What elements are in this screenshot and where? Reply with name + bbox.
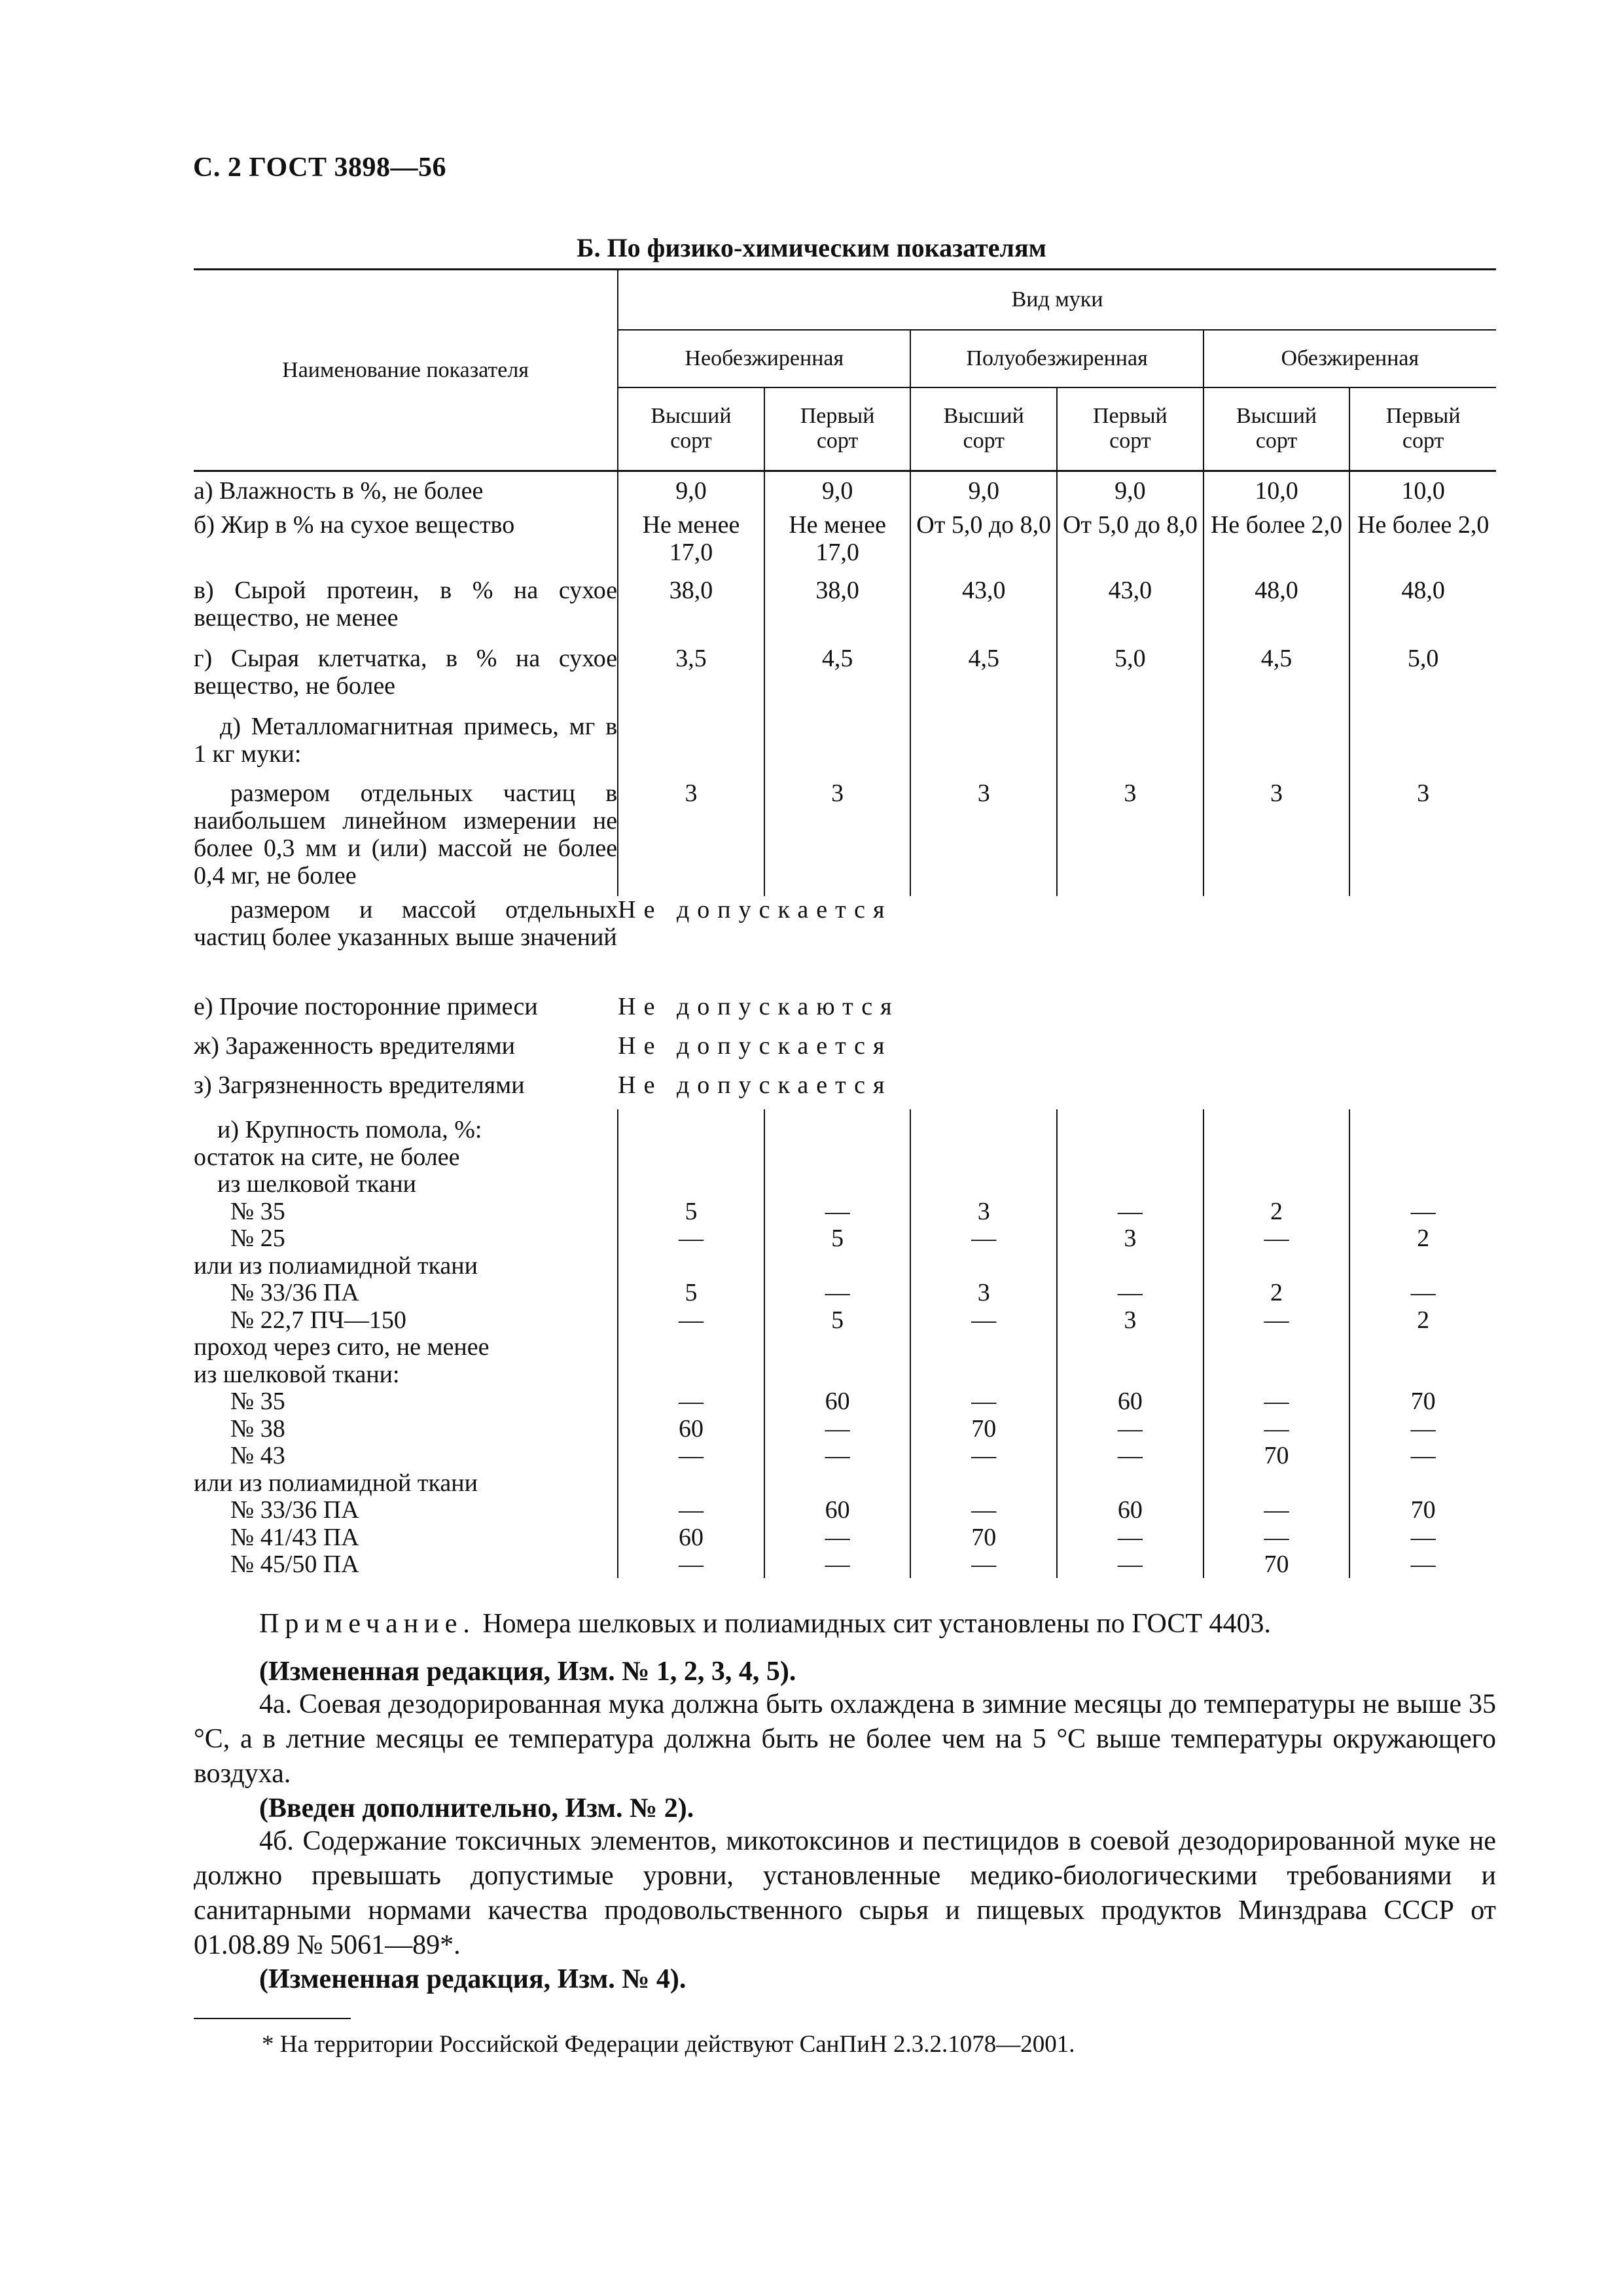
table-cell: [1058, 1170, 1203, 1198]
table-cell: [1350, 1116, 1496, 1143]
table-cell: —: [825, 1279, 850, 1306]
table-cell: [618, 1116, 764, 1143]
indicator-label: а) Влажность в %, не более: [194, 477, 484, 505]
list-item: из шелковой ткани: [217, 1170, 417, 1198]
list-item: и) Крупность помола, %:: [217, 1116, 482, 1143]
grade-header: Первый сорт: [1349, 387, 1496, 471]
table-cell: 3: [1124, 1306, 1137, 1334]
table-cell: [764, 713, 911, 780]
grade-header: Высший сорт: [1204, 387, 1350, 471]
table-cell: —: [1410, 1197, 1436, 1225]
table-cell: —: [1410, 1279, 1436, 1306]
table-cell: —: [1264, 1388, 1289, 1415]
table-cell: —: [1410, 1523, 1436, 1551]
paragraph-4b: 4б. Содержание токсичных элементов, микотоксинов и пестицидов в соевой дезодорированной муке не должно превышать допустимые уровни, установленные медико-биологическими требованиями и санитарными нормами качества продовольственного сырья и пищевых продуктов Минздрава СССР от 01.08.89 № 5061—89*.: [194, 1826, 1496, 1960]
table-cell: —: [971, 1496, 997, 1524]
table-row: [194, 511, 1496, 577]
table-cell: 9,0: [910, 471, 1057, 512]
table-cell: [1204, 1170, 1349, 1198]
grade-header: Первый сорт: [1057, 387, 1204, 471]
table-cell: 43,0: [1057, 577, 1204, 645]
amendment-note: (Измененная редакция, Изм. № 4).: [259, 1964, 687, 1994]
table-cell: [910, 713, 1057, 780]
list-item: № 35: [230, 1197, 285, 1225]
list-item: проход через сито, не менее: [194, 1333, 490, 1361]
table-cell: 3: [977, 1279, 990, 1306]
table-cell: —: [1117, 1279, 1143, 1306]
table-cell: Не более 2,0: [1349, 511, 1496, 577]
table-cell: —: [971, 1388, 997, 1415]
table-cell: [911, 1333, 1056, 1361]
table-cell: [618, 1333, 764, 1361]
table-row: [194, 1071, 1496, 1109]
table-cell: [1350, 1333, 1496, 1361]
table-cell: [911, 1143, 1056, 1171]
table-cell: —: [678, 1442, 704, 1469]
table-cell: [1058, 1333, 1203, 1361]
table-cell: [1058, 1116, 1203, 1143]
table-cell: 5: [685, 1279, 698, 1306]
footnote: * На территории Российской Федерации действуют СанПиН 2.3.2.1078—2001.: [262, 2031, 1075, 2058]
table-cell: [1058, 1361, 1203, 1388]
table-row: [194, 713, 1496, 780]
table-cell: [911, 1469, 1056, 1497]
table-cell: Не более 2,0: [1204, 511, 1350, 577]
indicator-label: з) Загрязненность вредителями: [194, 1071, 525, 1099]
table-cell: [1058, 1469, 1203, 1497]
table-cell: 2: [1270, 1197, 1283, 1225]
table-cell: —: [1264, 1225, 1289, 1252]
table-cell: —: [1264, 1414, 1289, 1443]
table-cell: 3: [1124, 1225, 1137, 1252]
list-item: № 43: [230, 1442, 285, 1469]
table-cell: —: [825, 1414, 850, 1443]
table-cell: 3: [618, 780, 764, 896]
list-item: № 35: [230, 1388, 285, 1415]
table-cell: 70: [971, 1523, 997, 1551]
table-cell: [1204, 1469, 1349, 1497]
table-row: [194, 896, 1496, 989]
table-cell: 70: [1264, 1442, 1289, 1469]
page-header: С. 2 ГОСТ 3898—56: [193, 152, 447, 183]
table-cell: [1058, 1252, 1203, 1280]
table-note: [259, 1607, 1496, 1641]
merged-cell: Не допускаются: [618, 993, 900, 1020]
table-cell: 9,0: [764, 471, 911, 512]
table-cell: 2: [1417, 1306, 1430, 1334]
table-cell: 48,0: [1349, 577, 1496, 645]
flour-type-header: Полуобезжиренная: [910, 330, 1203, 387]
table-row: [194, 1109, 1496, 1578]
table-cell: [911, 1252, 1056, 1280]
table-cell: 9,0: [1057, 471, 1204, 512]
table-row: [194, 577, 1496, 645]
table-cell: [765, 1252, 910, 1280]
table-cell: 60: [1117, 1496, 1143, 1524]
table-cell: —: [678, 1551, 704, 1578]
table-cell: 38,0: [764, 577, 911, 645]
table-cell: [1204, 1361, 1349, 1388]
table-cell: 3,5: [618, 645, 764, 713]
list-item: № 38: [230, 1414, 285, 1443]
table-cell: —: [1410, 1442, 1436, 1469]
table-cell: 48,0: [1204, 577, 1350, 645]
sieve-column: [764, 1109, 911, 1578]
table-cell: [765, 1116, 910, 1143]
flour-kind-header: Вид муки: [618, 270, 1496, 330]
table-cell: [765, 1361, 910, 1388]
table-cell: —: [1117, 1442, 1143, 1469]
table-cell: [1350, 1252, 1496, 1280]
table-cell: [1204, 1116, 1349, 1143]
table-cell: 60: [678, 1414, 704, 1443]
table-row: [194, 989, 1496, 1032]
indicator-header: Наименование показателя: [194, 270, 618, 471]
table-cell: [1204, 1333, 1349, 1361]
sieve-column: [1204, 1109, 1350, 1578]
merged-cell: Не допускается: [618, 1032, 893, 1060]
table-cell: 10,0: [1349, 471, 1496, 512]
sieve-labels: [194, 1109, 618, 1578]
table-cell: [618, 713, 764, 780]
table-cell: [765, 1170, 910, 1198]
table-cell: 2: [1270, 1279, 1283, 1306]
table-cell: 70: [1410, 1496, 1436, 1524]
table-cell: —: [971, 1306, 997, 1334]
table-title: Б. По физико-химическим показателям: [577, 233, 1046, 262]
table-cell: [618, 1361, 764, 1388]
list-item: № 25: [230, 1225, 285, 1252]
table-cell: —: [825, 1442, 850, 1469]
list-item: № 22,7 ПЧ—150: [230, 1306, 406, 1334]
list-item: № 33/36 ПА: [230, 1279, 359, 1306]
physico-chemical-table: [194, 268, 1496, 1578]
table-cell: 70: [971, 1414, 997, 1443]
table-cell: —: [825, 1523, 850, 1551]
table-cell: —: [971, 1442, 997, 1469]
table-cell: 60: [825, 1496, 850, 1524]
table-cell: —: [1117, 1523, 1143, 1551]
sieve-column: [910, 1109, 1057, 1578]
amendment-note: (Измененная редакция, Изм. № 1, 2, 3, 4, 5).: [259, 1657, 796, 1687]
sieve-column: [1057, 1109, 1204, 1578]
paragraph-4a: 4а. Соевая дезодорированная мука должна быть охлаждена в зимние месяцы до температуры не выше 35 °С, а в летние месяцы ее температура должна быть не более чем на 5 °С выше температуры окружающего воздуха.: [194, 1689, 1496, 1789]
table-cell: [1058, 1143, 1203, 1171]
footnote-divider: [194, 2018, 351, 2019]
table-cell: 60: [825, 1388, 850, 1415]
table-cell: 3: [910, 780, 1057, 896]
table-cell: [618, 1252, 764, 1280]
list-item: № 41/43 ПА: [230, 1523, 359, 1551]
table-cell: [1204, 1252, 1349, 1280]
note-word: Примечание.: [259, 1609, 476, 1639]
table-cell: [911, 1170, 1056, 1198]
indicator-label: е) Прочие посторонние примеси: [194, 993, 538, 1020]
table-cell: [618, 1469, 764, 1497]
table-cell: —: [1264, 1496, 1289, 1524]
table-cell: [765, 1469, 910, 1497]
table-cell: 3: [977, 1197, 990, 1225]
list-item: из шелковой ткани:: [194, 1360, 400, 1388]
table-cell: —: [1410, 1551, 1436, 1578]
table-cell: Не менее 17,0: [618, 511, 764, 577]
sieve-column: [1349, 1109, 1496, 1578]
table-cell: —: [825, 1197, 850, 1225]
indicator-label: б) Жир в % на сухое вещество: [194, 511, 515, 539]
table-cell: 4,5: [1204, 645, 1350, 713]
table-cell: [1057, 713, 1204, 780]
note-text: Номера шелковых и полиамидных сит установлены по ГОСТ 4403.: [475, 1609, 1271, 1639]
table-cell: 5,0: [1349, 645, 1496, 713]
table-cell: [1349, 713, 1496, 780]
table-row: [194, 471, 1496, 512]
table-cell: 3: [1349, 780, 1496, 896]
list-item: или из полиамидной ткани: [194, 1469, 478, 1497]
list-item: остаток на сите, не более: [194, 1143, 460, 1171]
table-cell: —: [1117, 1197, 1143, 1225]
table-cell: 5: [831, 1306, 844, 1334]
table-row: [194, 780, 1496, 896]
table-cell: 10,0: [1204, 471, 1350, 512]
indicator-label: д) Металломагнитная примесь, мг в 1 кг муки:: [194, 713, 618, 768]
table-cell: 3: [1057, 780, 1204, 896]
sieve-label-list: [194, 1116, 617, 1578]
table-cell: 70: [1410, 1388, 1436, 1415]
flour-type-header: Обезжиренная: [1204, 330, 1496, 387]
merged-cell: Не допускается: [618, 1071, 893, 1099]
flour-type-header: Необезжиренная: [618, 330, 910, 387]
table-cell: 4,5: [910, 645, 1057, 713]
sieve-column: [618, 1109, 764, 1578]
table-cell: —: [678, 1306, 704, 1334]
table-cell: 43,0: [910, 577, 1057, 645]
indicator-label: в) Сырой протеин, в % на сухое вещество, не менее: [194, 577, 618, 632]
table-cell: 5,0: [1057, 645, 1204, 713]
table-cell: [1204, 713, 1350, 780]
table-cell: [911, 1116, 1056, 1143]
table-cell: 3: [764, 780, 911, 896]
table-cell: [765, 1333, 910, 1361]
indicator-label: г) Сырая клетчатка, в % на сухое вещество, не более: [194, 645, 618, 700]
table-cell: 3: [1204, 780, 1350, 896]
table-cell: 38,0: [618, 577, 764, 645]
table-cell: [1350, 1143, 1496, 1171]
table-cell: —: [1410, 1414, 1436, 1443]
table-cell: 60: [1117, 1388, 1143, 1415]
table-cell: [618, 1170, 764, 1198]
amendment-note: (Введен дополнительно, Изм. № 2).: [259, 1793, 694, 1823]
grade-header: Высший сорт: [910, 387, 1057, 471]
table-cell: От 5,0 до 8,0: [910, 511, 1057, 577]
table-cell: —: [1264, 1523, 1289, 1551]
table-cell: —: [825, 1551, 850, 1578]
indicator-label: размером отдельных частиц в наибольшем линейном измерении не более 0,3 мм и (или) массой не более 0,4 мг, не более: [194, 780, 618, 889]
table-cell: —: [678, 1388, 704, 1415]
table-row: [194, 645, 1496, 713]
table-cell: —: [678, 1225, 704, 1252]
table-cell: 4,5: [764, 645, 911, 713]
table-row: [194, 1032, 1496, 1071]
table-cell: 60: [678, 1523, 704, 1551]
table-cell: 70: [1264, 1551, 1289, 1578]
list-item: № 45/50 ПА: [230, 1551, 359, 1578]
table-cell: 5: [831, 1225, 844, 1252]
table-cell: —: [971, 1225, 997, 1252]
table-cell: —: [1117, 1551, 1143, 1578]
grade-header: Высший сорт: [618, 387, 764, 471]
grade-header: Первый сорт: [764, 387, 911, 471]
table-cell: 5: [685, 1197, 698, 1225]
list-item: или из полиамидной ткани: [194, 1251, 478, 1280]
table-cell: —: [1117, 1414, 1143, 1443]
list-item: № 33/36 ПА: [230, 1496, 359, 1524]
merged-cell: Не допускается: [618, 896, 893, 924]
table-cell: 2: [1417, 1225, 1430, 1252]
table-cell: От 5,0 до 8,0: [1057, 511, 1204, 577]
table-cell: [1204, 1143, 1349, 1171]
indicator-label: размером и массой отдельных частиц более указанных выше значений: [194, 896, 618, 951]
table-cell: [911, 1361, 1056, 1388]
indicator-label: ж) Зараженность вредителями: [194, 1032, 515, 1060]
table-cell: [1350, 1469, 1496, 1497]
table-cell: [1350, 1170, 1496, 1198]
table-cell: —: [1264, 1306, 1289, 1334]
table-cell: [765, 1143, 910, 1171]
table-cell: —: [678, 1496, 704, 1524]
table-cell: 9,0: [618, 471, 764, 512]
table-cell: —: [971, 1551, 997, 1578]
table-cell: [1350, 1361, 1496, 1388]
table-cell: Не менее 17,0: [764, 511, 911, 577]
table-cell: [618, 1143, 764, 1171]
